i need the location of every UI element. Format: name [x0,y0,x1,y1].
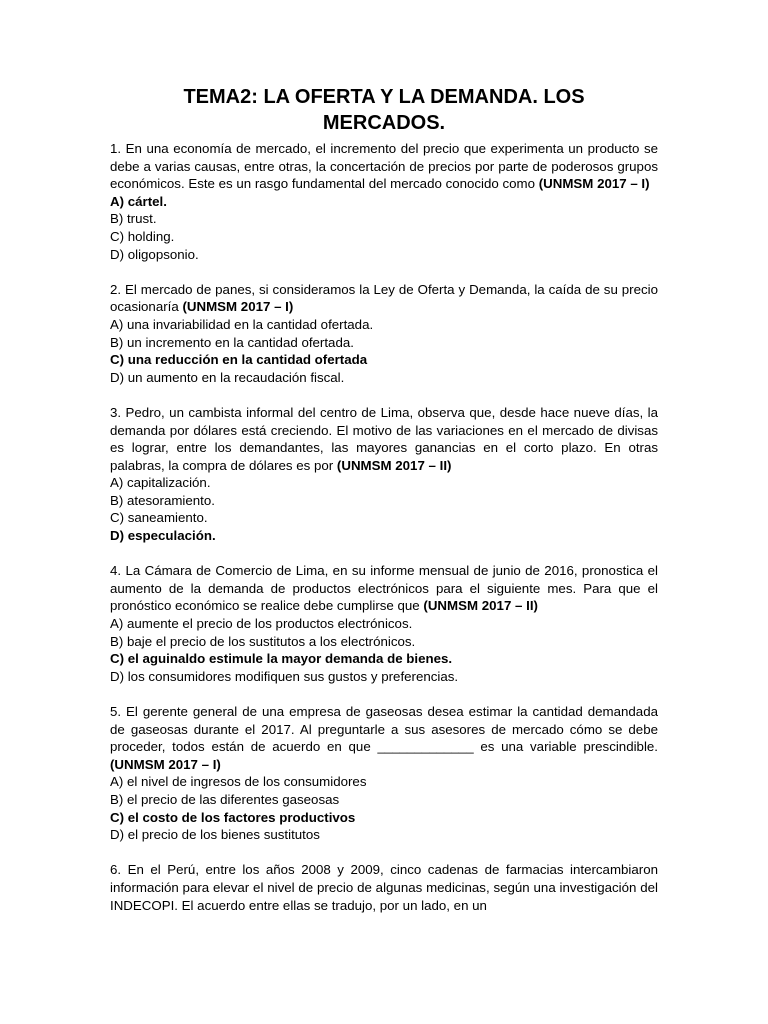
answer-option-correct: C) una reducción en la cantidad ofertada [110,352,368,368]
question-6 [110,861,658,914]
answer-option: D) un aumento en la recaudación fiscal. [110,369,345,385]
question-text: 3. Pedro, un cambista informal del centro de Lima, observa que, desde hace nueve días, la demanda por dólares está creciendo. El motivo de las variaciones en el mercado de divisas es lograr, entre los demandantes, las mayores ganancias en el corto plazo. En otras palabras, la compra de dólares es por [110,404,658,473]
answer-option: B) baje el precio de los sustitutos a los electrónicos. [110,633,416,649]
question-3 [110,404,658,545]
answer-option: C) holding. [110,228,175,244]
answer-option: A) el nivel de ingresos de los consumidores [110,774,367,790]
page-title [110,84,658,136]
answer-option: A) aumente el precio de los productos electrónicos. [110,616,413,632]
question-text: 5. El gerente general de una empresa de gaseosas desea estimar la cantidad demandada de gaseosas durante el 2017. Al preguntarle a sus asesores de mercado cómo se debe proceder, todos están de acuerdo en que _____________ es una variable prescindible. [110,704,658,755]
answer-option: D) oligopsonio. [110,246,199,262]
question-2 [110,281,658,387]
question-stem [110,281,658,316]
question-1 [110,140,658,263]
answer-option: B) un incremento en la cantidad ofertada. [110,334,354,350]
question-source: (UNMSM 2017 – II) [336,457,452,473]
question-stem [110,703,658,773]
question-text: 1. En una economía de mercado, el incremento del precio que experimenta un producto se debe a varias causas, entre otras, la concertación de precios por parte de poderosos grupos económicos. Este es un rasgo fundamental del mercado conocido como [110,141,658,192]
answer-option-correct: D) especulación. [110,528,216,544]
question-stem [110,861,658,914]
question-source: (UNMSM 2017 – I) [538,176,650,192]
question-text: 2. El mercado de panes, si consideramos la Ley de Oferta y Demanda, la caída de su precio ocasionaría [110,281,658,315]
question-5 [110,703,658,844]
title-line-2: MERCADOS. [322,112,446,134]
answer-option: C) saneamiento. [110,510,208,526]
answer-option-correct: C) el aguinaldo estimule la mayor demanda de bienes. [110,651,453,667]
question-source: (UNMSM 2017 – II) [423,598,538,614]
answer-option: B) trust. [110,211,157,227]
question-stem [110,562,658,615]
answer-option: D) el precio de los bienes sustitutos [110,827,320,843]
answer-option: A) una invariabilidad en la cantidad ofertada. [110,316,374,332]
title-line-1: TEMA2: LA OFERTA Y LA DEMANDA. LOS [183,86,585,108]
question-stem [110,404,658,474]
question-text: 6. En el Perú, entre los años 2008 y 2009, cinco cadenas de farmacias intercambiaron información para elevar el nivel de precio de algunas medicinas, según una investigación del INDECOPI. El acuerdo entre ellas se tradujo, por un lado, en un [110,862,658,913]
answer-option: D) los consumidores modifiquen sus gustos y preferencias. [110,668,459,684]
answer-option: A) capitalización. [110,475,211,491]
answer-option-correct: C) el costo de los factores productivos [110,809,356,825]
answer-option-correct: A) cártel. [110,193,167,209]
question-source: (UNMSM 2017 – I) [182,299,294,315]
question-source: (UNMSM 2017 – I) [110,756,221,772]
answer-option: B) atesoramiento. [110,492,215,508]
question-text: 4. La Cámara de Comercio de Lima, en su informe mensual de junio de 2016, pronostica el aumento de la demanda de productos electrónicos para el siguiente mes. Para que el pronóstico económico se realice debe cumplirse que [110,563,658,614]
question-4 [110,562,658,685]
question-stem [110,140,658,193]
answer-option: B) el precio de las diferentes gaseosas [110,791,340,807]
